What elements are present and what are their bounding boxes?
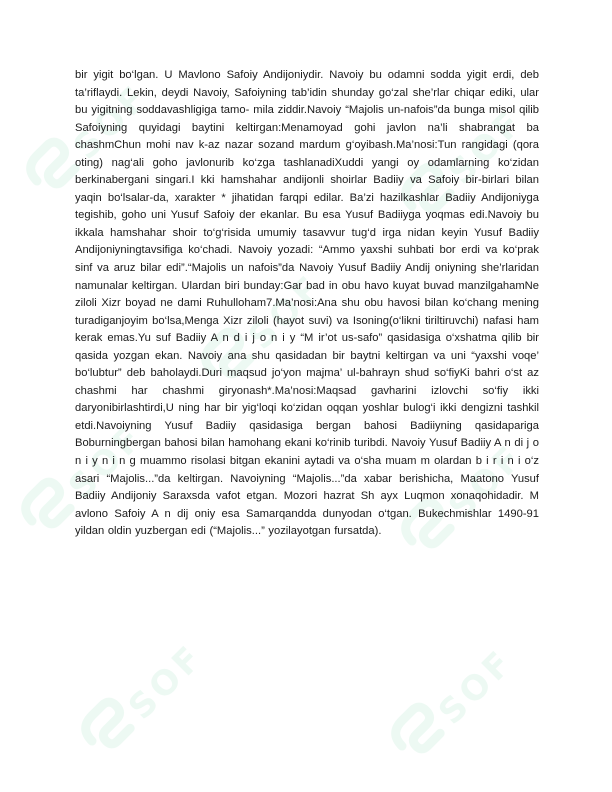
watermark-text: SOF bbox=[121, 636, 212, 728]
watermark-text: SOF bbox=[241, 266, 332, 358]
watermark-text: SOF bbox=[66, 76, 157, 168]
watermark-text: SOF bbox=[431, 641, 522, 733]
watermark-text: SOF bbox=[441, 436, 532, 528]
watermark-logo-icon bbox=[19, 479, 74, 534]
watermark-text: SOF bbox=[441, 101, 532, 193]
watermark-text: SOF bbox=[61, 416, 152, 508]
watermark-stamp bbox=[389, 635, 522, 768]
body-paragraph: bir yigit bo‘lgan. U Mavlono Safoiy Andijoniydir. Navoiy bu odamni sodda yigit erdi, deb ta’riflaydi. Lekin, deydi Navoiy, Safoiyning tab’idin shunday go‘zal she’rlar chiqar ediki, ular bu yigitning soddavashligiga tamo- mila ziddir.Navoiy “Majolis un-nafois”da bunga misol qilib Safoiyning quyidagi baytini keltirgan:Menamoyad gohi javlon na’li shabrangat ba chashmChun mohi nav k-az nazar sozand mardum g‘oyibash.Ma’nosi:Tun rangidagi (qora oting) nag‘ali goho javlonurib ko‘zga tashlanadiXuddi yangi oy odamlarning ko‘zidan berkinabergani singari.I kki hamshahar andijonli shoirlar Badiiy va Safoiy bir-birlari bilan yaqin bo‘lsalar-da, xarakter * jihatidan farqpi edilar. Ba’zi hazilkashlar Badiiy Andijoniyga tegishib, goho uni Yusuf Safoiy der ekanlar. Bu esa Yusuf Badiiyga yoqmas edi.Navoiy bu ikkala hamshahar shoir to‘g‘risida umumiy tasavvur tug‘d irga nidan keyin Yusuf Badiiy Andijoniyningtavsifiga ko‘chadi. Navoiy yozadi: “Ammo yaxshi suhbati bor erdi va ko‘prak sinf va aruz bilar edi”.“Majolis un nafois”da Navoiy Yusuf Badiiy Andij oniyning she’rlaridan namunalar keltirgan. Ulardan biri bunday:Gar bad in obu havo kuyat buvad manzilgahamNe ziloli Xizr boyad ne dami Ruhulloham7.Ma’nosi:Ana shu obu havosi bilan ko‘chang mening turadiganjoyim bo‘lsa,Menga Xizr ziloli (hayot suvi) va Isoning(o‘likni tiriltiruvchi) nafasi ham kerak emas.Yu suf Badiiy A n d i j o n i y “M ir’ot us-safo” qasidasiga o‘xshatma qilib bir qasida yozgan ekan. Navoiy ana shu qasidadan bir baytni keltirgan va uni “yaxshi voqe’ bo‘lubtur” deb baholaydi.Duri maqsud jo‘yon majma’ ul-bahrayn shud so‘fiyKi bahri o‘st az chashmi har chashmi giryonash*.Ma’nosi:Maqsad gavharini izlovchi so‘fiy ikki daryonibirlashtirdi,U ning har bir yig‘loqi ko‘zidan oqqan yoshlar bulog‘i ikki dengizni tashkil etdi.Navoiyning Yusuf Badiiy qasidasiga bergan bahosi Badiiyning qasidapariga Boburningbergan bahosi bilan hamohang ekani ko‘rinib turibdi. Navoiy Yusuf Badiiy A n di j o n i y n i n g muammo risolasi bitgan ekanini aytadi va o‘sha muam m olardan b i r i n i o‘z asari “Majolis...”da keltirgan. Navoiyning “Majolis...”da xabar berishicha, Maatono Yusuf Badiiy Andijoniy Saraxsda vafot etgan. Mozori hazrat Sh ayx Luqmon xonaqohidadir. M avlono Safoiy A n dij oniy esa Samarqandda dunyodan o‘tgan. Bukechmishlar 1490-91 yildan oldin yuzbergan edi (“Majolis...” yozilayotgan fursatda). bbox=[75, 69, 539, 538]
text-column bbox=[75, 67, 539, 541]
watermark-stamp bbox=[79, 630, 212, 763]
watermark-logo-icon bbox=[24, 139, 79, 194]
watermark-logo-icon bbox=[389, 704, 444, 759]
watermark-logo-icon bbox=[79, 699, 134, 754]
